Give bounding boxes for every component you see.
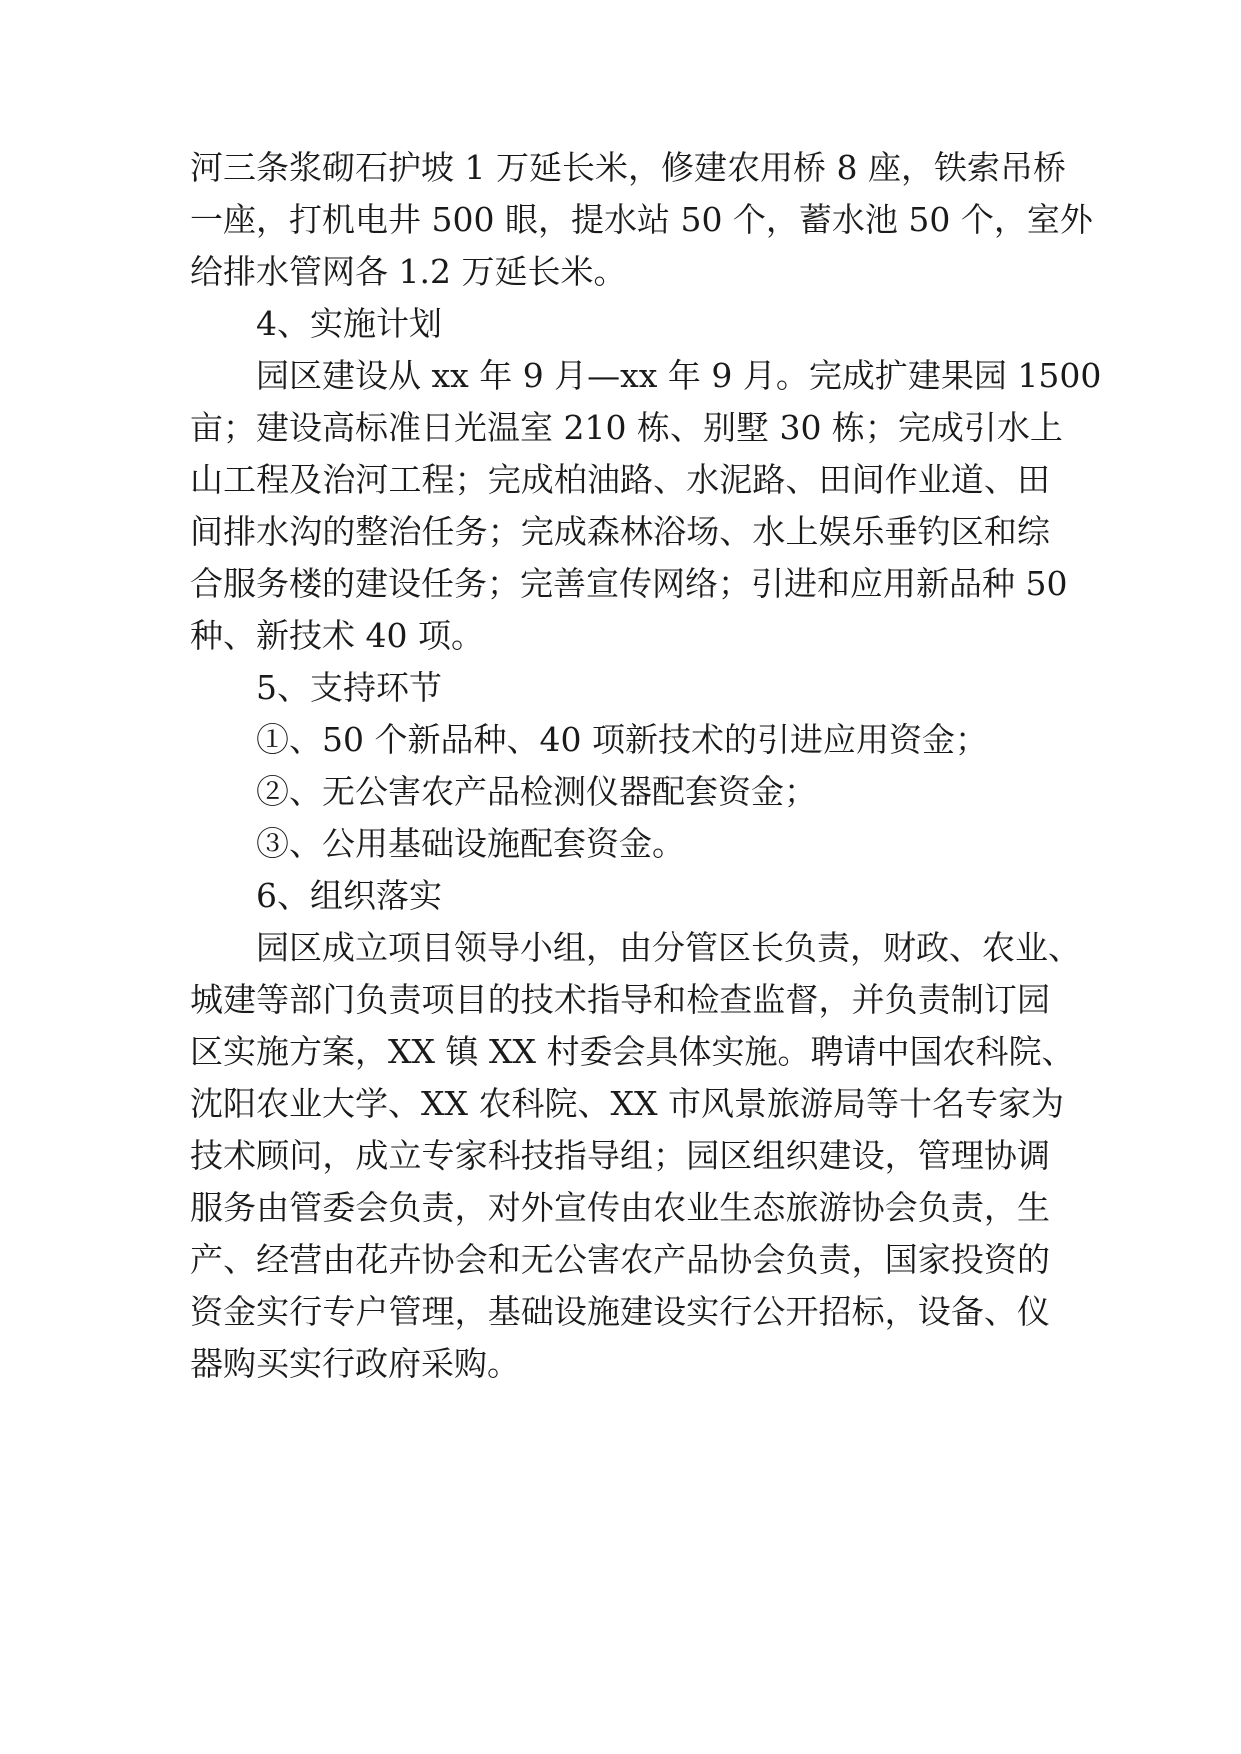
paragraph-line: 间排水沟的整治任务；完成森林浴场、水上娱乐垂钓区和综 — [190, 512, 1050, 551]
paragraph-line: 产、经营由花卉协会和无公害农产品协会负责，国家投资的 — [190, 1240, 1050, 1279]
paragraph-line: 器购买实行政府采购。 — [190, 1344, 520, 1383]
paragraph-line: 给排水管网各 1.2 万延长米。 — [190, 252, 627, 291]
list-item: ①、50 个新品种、40 项新技术的引进应用资金； — [256, 720, 988, 759]
paragraph-line: 沈阳农业大学、XX 农科院、XX 市风景旅游局等十名专家为 — [190, 1084, 1064, 1123]
list-item: ②、无公害农产品检测仪器配套资金； — [256, 772, 817, 811]
paragraph-line: 园区建设从 xx 年 9 月—xx 年 9 月。完成扩建果园 1500 — [256, 356, 1102, 395]
section-heading: 4、实施计划 — [256, 304, 442, 343]
paragraph-line: 种、新技术 40 项。 — [190, 616, 484, 655]
paragraph-line: 城建等部门负责项目的技术指导和检查监督，并负责制订园 — [190, 980, 1050, 1019]
paragraph-line: 技术顾问，成立专家科技指导组；园区组织建设，管理协调 — [190, 1136, 1050, 1175]
paragraph-line: 一座，打机电井 500 眼，提水站 50 个，蓄水池 50 个，室外 — [190, 200, 1093, 239]
section-heading: 5、支持环节 — [256, 668, 442, 707]
paragraph-line: 合服务楼的建设任务；完善宣传网络；引进和应用新品种 50 — [190, 564, 1068, 603]
paragraph-line: 河三条浆砌石护坡 1 万延长米，修建农用桥 8 座，铁索吊桥 — [190, 148, 1066, 187]
section-heading: 6、组织落实 — [256, 876, 442, 915]
paragraph-line: 资金实行专户管理，基础设施建设实行公开招标，设备、仪 — [190, 1292, 1050, 1331]
paragraph-line: 亩；建设高标准日光温室 210 栋、别墅 30 栋；完成引水上 — [190, 408, 1063, 447]
paragraph-line: 服务由管委会负责，对外宣传由农业生态旅游协会负责，生 — [190, 1188, 1050, 1227]
paragraph-line: 山工程及治河工程；完成柏油路、水泥路、田间作业道、田 — [190, 460, 1050, 499]
paragraph-line: 区实施方案，XX 镇 XX 村委会具体实施。聘请中国农科院、 — [190, 1032, 1075, 1071]
paragraph-line: 园区成立项目领导小组，由分管区长负责，财政、农业、 — [256, 928, 1081, 967]
list-item: ③、公用基础设施配套资金。 — [256, 824, 685, 863]
